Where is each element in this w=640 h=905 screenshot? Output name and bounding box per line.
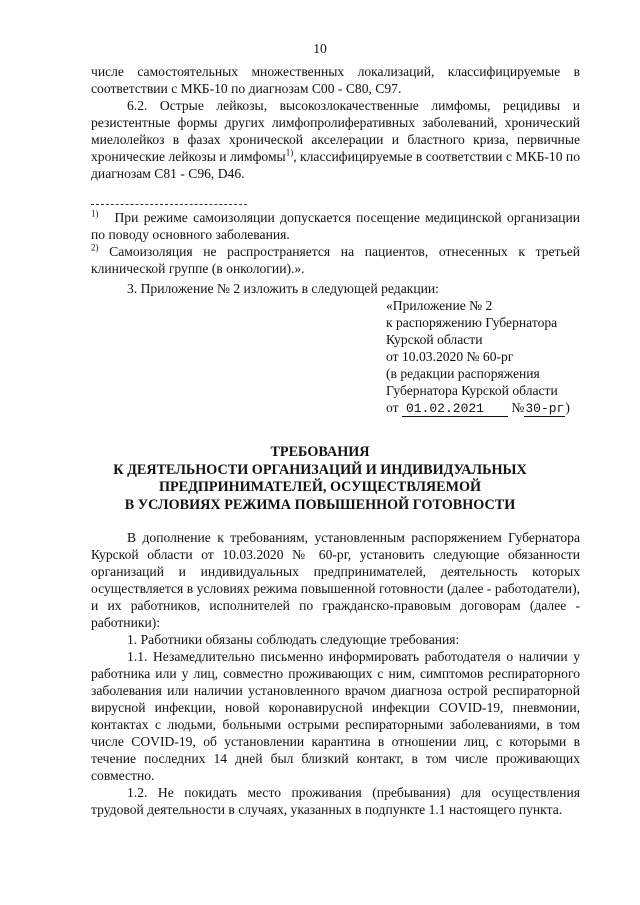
footnote-1 [91, 209, 580, 243]
document-title [60, 444, 580, 514]
footnote-1-text: При режиме самоизоляции допускается посещение медицинской организации по поводу основного заболевания. [91, 210, 580, 242]
footnote-separator [91, 204, 247, 205]
appendix-line-1: «Приложение № 2 [386, 298, 493, 313]
footnote-2-text: Самоизоляция не распространяется на пациентов, отнесенных к третьей клинической группе (в онкологии).». [91, 244, 581, 276]
footnote-reference: 1) [285, 147, 294, 158]
appendix-close: ) [565, 400, 570, 415]
paragraph-6-2-text: 6.2. Острые лейкозы, высокозлокачественные лимфомы, рецидивы и резистентные формы других лимфопролиферативных заболеваний, хронический миелолейкоз в фазах хронической акселерации и бластного криза, первичные хронические лейкозы и лимфомы [91, 98, 580, 164]
item-1-2: 1.2. Не покидать место проживания (пребывания) для осуществления трудовой деятельности в случаях, указанных в подпункте 1.1 настоящего пункта. [91, 785, 580, 817]
footnote-1-mark: 1) [91, 208, 99, 219]
appendix-line-2: к распоряжению Губернатора [386, 315, 558, 330]
title-line-1: ТРЕБОВАНИЯ [270, 444, 370, 460]
footnote-2 [91, 243, 580, 277]
appendix-line-5: (в редакции распоряжения [386, 366, 540, 381]
intro-paragraph: В дополнение к требованиям, установленным распоряжением Губернатора Курской области от 10.03.2020 № 60-рг, установить следующие обязанности организаций и индивидуальных предпринимателей, деятельность которых осуществляется в условиях режима повышенной готовности (далее - работодатели), и их работников, исполнителей по гражданско-правовым договорам (далее - работники): [91, 530, 580, 630]
paragraph-continuation: числе самостоятельных множественных локализаций, классифицируемые в соответствии с МКБ-10 по диагнозам С00 - С80, С97. [91, 64, 580, 96]
top-section [91, 63, 580, 182]
appendix-line-3: Курской области [386, 332, 483, 347]
title-line-3: ПРЕДПРИНИМАТЕЛЕЙ, ОСУЩЕСТВЛЯЕМОЙ [158, 479, 482, 495]
footnotes [91, 209, 580, 277]
number-label: № [511, 400, 525, 415]
number-field: 30-рг [525, 401, 565, 416]
title-line-4: В УСЛОВИЯХ РЕЖИМА ПОВЫШЕННОЙ ГОТОВНОСТИ [124, 496, 516, 513]
date-label: от [386, 400, 399, 415]
item-1: 1. Работники обязаны соблюдать следующие требования: [127, 632, 460, 647]
appendix-line-date [386, 399, 596, 417]
item-3-text: 3. Приложение № 2 изложить в следующей редакции: [127, 281, 439, 296]
paragraph-6-2 [91, 97, 580, 182]
appendix-line-4: от 10.03.2020 № 60-рг [386, 349, 514, 364]
appendix-header [386, 297, 596, 417]
footnote-2-mark: 2) [91, 242, 99, 253]
appendix-line-6: Губернатора Курской области [386, 383, 558, 398]
title-line-2: К ДЕЯТЕЛЬНОСТИ ОРГАНИЗАЦИЙ И ИНДИВИДУАЛЬНЫХ [113, 461, 527, 478]
page-number: 10 [313, 41, 327, 56]
item-1-1: 1.1. Незамедлительно письменно информировать работодателя о наличии у работника или у лиц, совместно проживающих с ним, симптомов респираторного заболевания или наличии установленного врачом диагноза острой респираторной вирусной инфекции, новой коронавирусной инфекции COVID-19, пневмонии, контактах с людьми, больными острыми респираторными заболеваниями, в том числе COVID-19, об установлении карантина в отношении лиц, с которыми в течение последних 14 дней был близкий контакт, в том числе проживающих совместно. [91, 649, 580, 783]
main-body [91, 529, 580, 818]
item-3 [91, 280, 580, 297]
paragraph-6-2-tail: , классифицируемые в соответствии с МКБ-10 по диагнозам С81 - С96, D46. [91, 149, 580, 181]
date-field: 01.02.2021 [402, 401, 508, 417]
